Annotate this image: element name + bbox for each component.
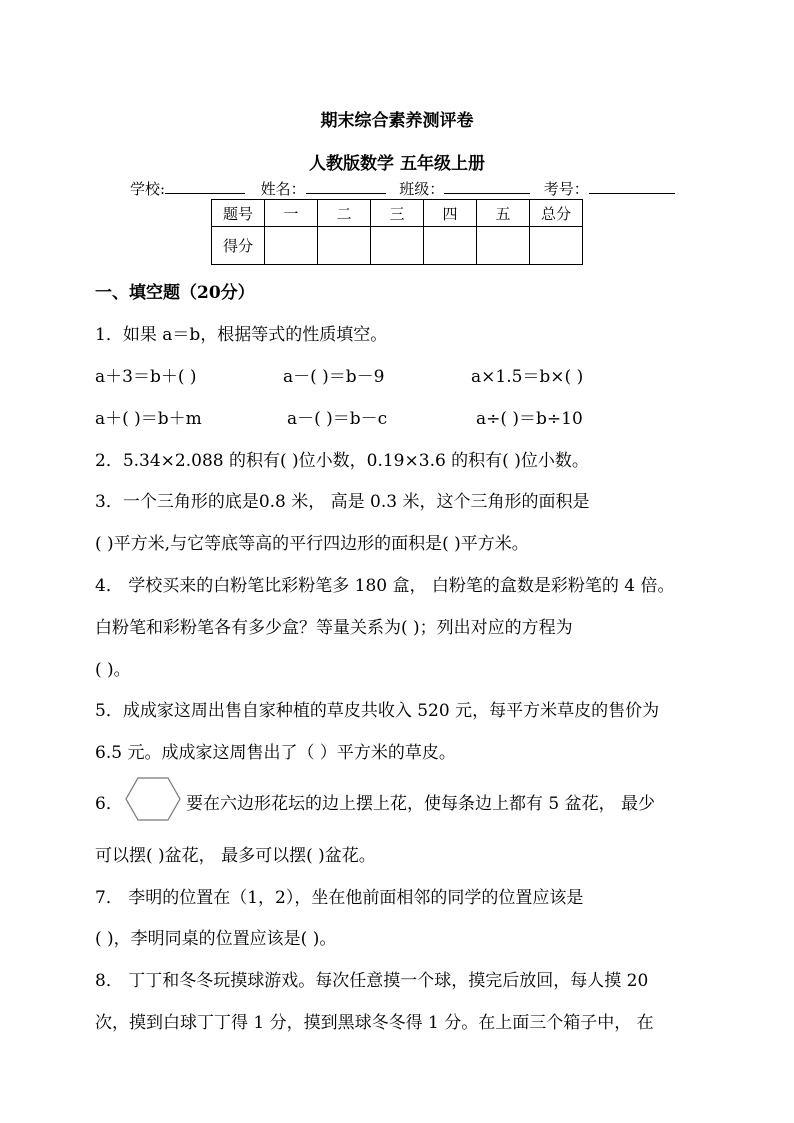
score-table-header-row xyxy=(212,200,583,227)
score-cell xyxy=(424,227,477,265)
question-6-line-2: 可以摆( )盆花， 最多可以摆( )盆花。 xyxy=(95,846,376,866)
score-table xyxy=(211,199,583,265)
score-cell xyxy=(371,227,424,265)
question-5-line-2: 6.5 元。成成家这周售出了（ ）平方米的草皮。 xyxy=(95,743,456,763)
score-cell xyxy=(477,227,530,265)
question-3-line-2: ( )平方米,与它等底等高的平行四边形的面积是( )平方米。 xyxy=(95,534,529,554)
school-label: 学校: xyxy=(130,180,166,198)
question-4-line-2: 白粉笔和彩粉笔各有多少盒？等量关系为( )；列出对应的方程为 xyxy=(95,618,573,638)
score-row-label: 得分 xyxy=(212,227,265,265)
score-header-cell: 三 xyxy=(371,200,424,227)
name-label: 姓名： xyxy=(260,180,306,198)
question-3-line-1: 3．一个三角形的底是0.8 米， 高是 0.3 米，这个三角形的面积是 xyxy=(95,492,590,512)
question-4-line-1: 4． 学校买来的白粉笔比彩粉笔多 180 盒， 白粉笔的盒数是彩粉笔的 4 倍。 xyxy=(95,576,675,596)
question-2: 2．5.34×2.088 的积有( )位小数，0.19×3.6 的积有( )位小数。 xyxy=(95,451,589,471)
score-header-cell: 二 xyxy=(318,200,371,227)
page-title: 期末综合素养测评卷 xyxy=(320,111,474,131)
student-info-row xyxy=(130,178,675,199)
score-header-cell: 五 xyxy=(477,200,530,227)
exam-no-label: 考号： xyxy=(543,180,589,198)
school-blank xyxy=(165,179,245,194)
page-subtitle: 人教版数学 五年级上册 xyxy=(309,154,485,174)
question-8-line-1: 8． 丁丁和冬冬玩摸球游戏。每次任意摸一个球，摸完后放回，每人摸 20 xyxy=(95,971,649,991)
question-1-item-c: a×1.5＝b×( ) xyxy=(471,367,584,387)
name-blank xyxy=(306,179,386,194)
question-7-line-1: 7． 李明的位置在（1，2），坐在他前面相邻的同学的位置应该是 xyxy=(95,888,584,908)
question-4-line-3: ( )。 xyxy=(95,660,131,680)
question-1: 1．如果 a＝b，根据等式的性质填空。 xyxy=(95,325,388,345)
score-header-cell: 一 xyxy=(265,200,318,227)
question-1-item-f: a÷( )＝b÷10 xyxy=(476,409,583,429)
hexagon-icon xyxy=(124,776,182,822)
question-7-line-2: ( )，李明同桌的位置应该是( )。 xyxy=(95,929,337,949)
question-1-item-d: a＋( )＝b＋m xyxy=(95,409,202,429)
score-header-cell: 题号 xyxy=(212,200,265,227)
question-8-line-2: 次，摸到白球丁丁得 1 分，摸到黑球冬冬得 1 分。在上面三个箱子中， 在 xyxy=(95,1013,654,1033)
score-table-score-row xyxy=(212,227,583,265)
score-cell xyxy=(318,227,371,265)
question-1-item-b: a－( )＝b－9 xyxy=(283,367,385,387)
question-6-number: 6． xyxy=(95,794,123,814)
score-header-cell: 总分 xyxy=(530,200,583,227)
exam-no-blank xyxy=(589,179,675,194)
score-cell xyxy=(265,227,318,265)
score-cell xyxy=(530,227,583,265)
section-heading: 一、填空题（20分） xyxy=(95,283,255,303)
question-1-item-a: a＋3＝b＋( ) xyxy=(95,367,197,387)
class-label: 班级： xyxy=(399,180,445,198)
question-1-item-e: a－( )＝b－c xyxy=(287,409,388,429)
score-header-cell: 四 xyxy=(424,200,477,227)
question-5-line-1: 5．成成家这周出售自家种植的草皮共收入 520 元，每平方米草皮的售价为 xyxy=(95,701,660,721)
class-blank xyxy=(444,179,530,194)
question-6-line-1: 要在六边形花坛的边上摆上花，使每条边上都有 5 盆花， 最少 xyxy=(186,794,656,814)
